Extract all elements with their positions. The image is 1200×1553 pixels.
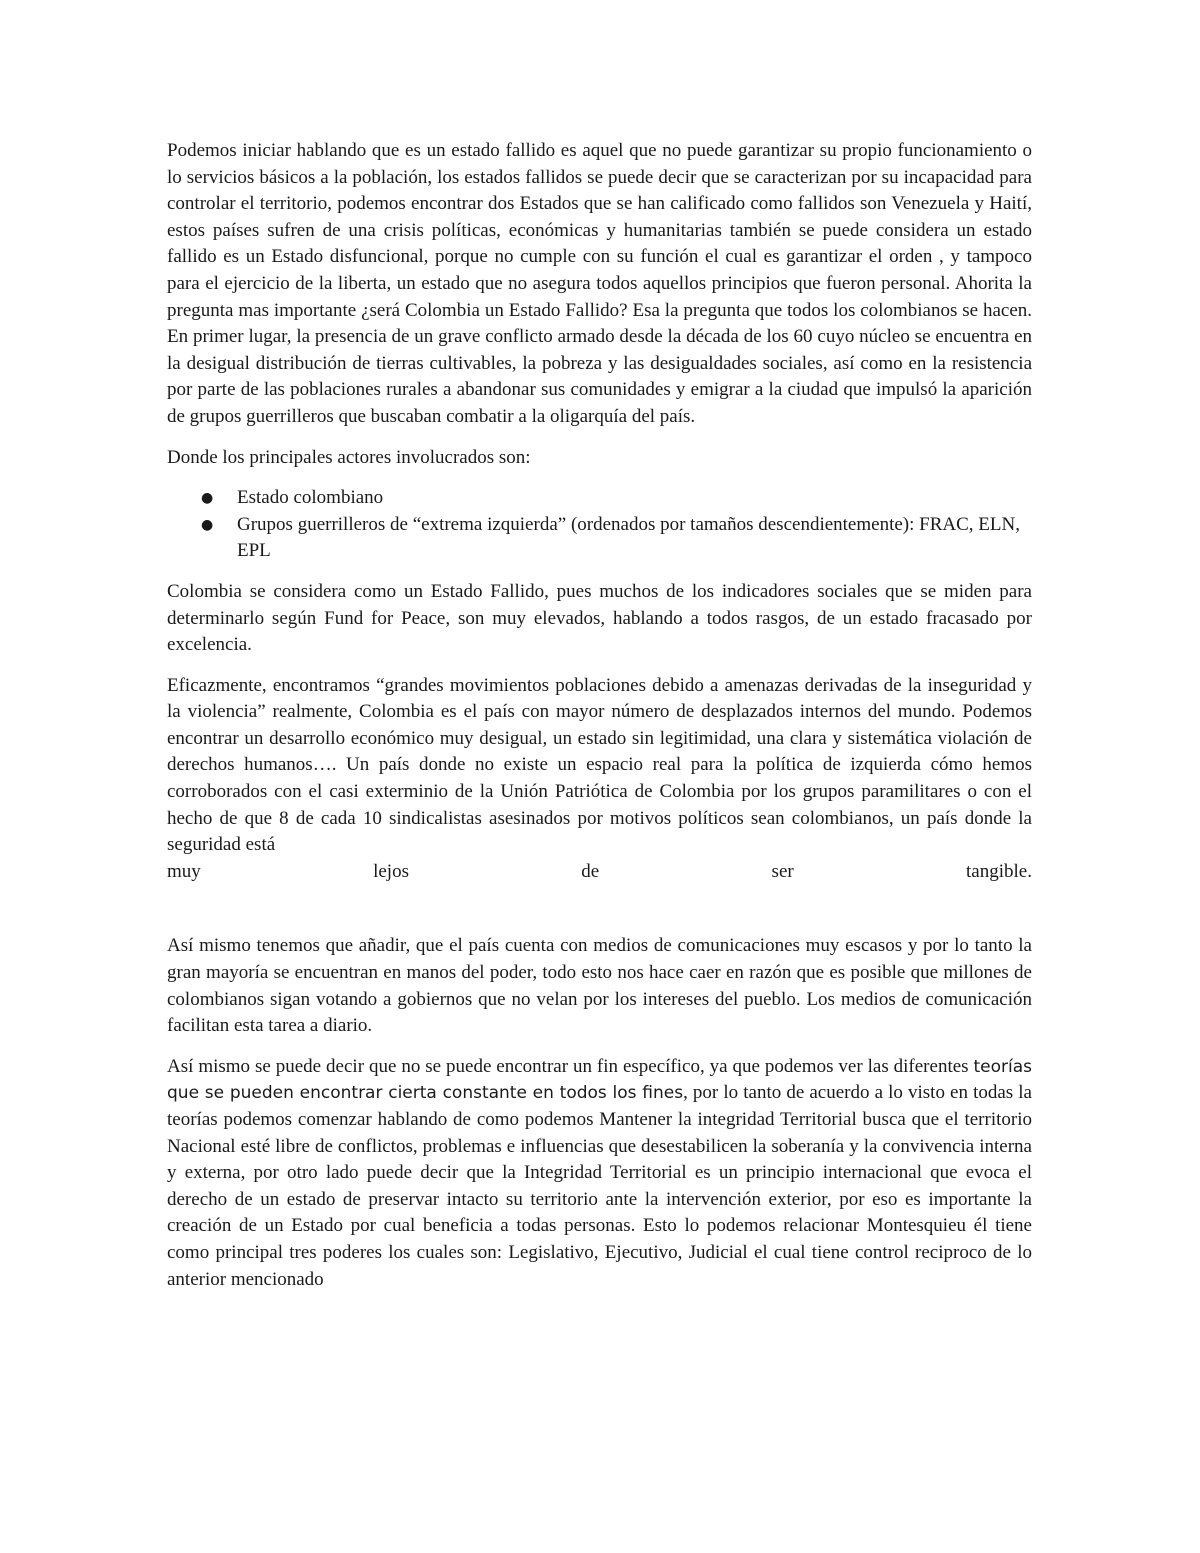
list-item-text: Estado colombiano [237, 487, 384, 509]
bullet-icon: ● [201, 490, 214, 507]
word: de [581, 860, 600, 882]
paragraph-displacement: Eficazmente, encontramos “grandes movimientos poblaciones debido a amenazas derivadas de la inseguridad y la violencia” realmente, Colombia es el país con mayor número de desplazados internos del mundo. Podemos encontrar un desarrollo económico muy desigual, un estado sin legitimidad, una clara y sistemática violación de derechos humanos…. Un país donde no existe un espacio real para la política de izquierda cómo hemos corroborados con el casi exterminio de la Unión Patriótica de Colombia por los grupos paramilitares o con el hecho de que 8 de cada 10 sindicalistas asesinados por motivos políticos sean colombianos, un país donde la seguridad está [167, 674, 1032, 856]
paragraph-displacement-last-line [167, 859, 1032, 886]
blank-line [167, 899, 1032, 933]
list-item-text: Grupos guerrilleros de “extrema izquierda” (ordenados por tamaños descendientemente): FRAC, ELN, EPL [237, 513, 1020, 562]
paragraph-territorial-integrity [167, 1054, 1032, 1293]
list-item [167, 485, 1032, 512]
paragraph-media: Así mismo tenemos que añadir, que el país cuenta con medios de comunicaciones muy escasos y por lo tanto la gran mayoría se encuentran en manos del poder, todo esto nos hace caer en razón que es posible que millones de colombianos sigan votando a gobiernos que no velan por los intereses del pueblo. Los medios de comunicación facilitan esta tarea a diario. [167, 935, 1032, 1037]
word: tangible. [966, 860, 1032, 882]
list-item [167, 512, 1032, 565]
word: muy [167, 860, 201, 882]
text-run-sans: teorías que se pueden encontrar cierta constante en todos los fines [167, 1056, 1032, 1104]
word: ser [771, 860, 794, 882]
bullet-icon: ● [201, 516, 214, 533]
actors-list [167, 485, 1032, 565]
document-page [167, 138, 1032, 1307]
paragraph-failed-state: Colombia se considera como un Estado Fallido, pues muchos de los indicadores sociales que se miden para determinarlo según Fund for Peace, son muy elevados, hablando a todos rasgos, de un estado fracasado por excelencia. [167, 580, 1032, 656]
paragraph-actors-intro: Donde los principales actores involucrados son: [167, 446, 531, 468]
text-run: Así mismo se puede decir que no se puede encontrar un fin específico, ya que podemos ver las diferentes [167, 1055, 974, 1077]
paragraph-intro: Podemos iniciar hablando que es un estado fallido es aquel que no puede garantizar su propio funcionamiento o lo servicios básicos a la población, los estados fallidos se puede decir que se caracterizan por su incapacidad para controlar el territorio, podemos encontrar dos Estados que se han calificado como fallidos son Venezuela y Haití, estos países sufren de una crisis políticas, económicas y humanitarias también se puede considera un estado fallido es un Estado disfuncional, porque no cumple con su función el cual es garantizar el orden , y tampoco para el ejercicio de la liberta, un estado que no asegura todos aquellos principios que fueron personal. Ahorita la pregunta mas importante ¿será Colombia un Estado Fallido? Esa la pregunta que todos los colombianos se hacen. En primer lugar, la presencia de un grave conflicto armado desde la década de los 60 cuyo núcleo se encuentra en la desigual distribución de tierras cultivables, la pobreza y las desigualdades sociales, así como en la resistencia por parte de las poblaciones rurales a abandonar sus comunidades y emigrar a la ciudad que impulsó la aparición de grupos guerrilleros que buscaban combatir a la oligarquía del país. [167, 140, 1032, 427]
text-run: , por lo tanto de acuerdo a lo visto en todas la teorías podemos comenzar hablando de como podemos Mantener la integridad Territorial busca que el territorio Nacional esté libre de conflictos, problemas e influencias que desestabilicen la soberanía y la convivencia interna y externa, por otro lado puede decir que la Integridad Territorial es un principio internacional que evoca el derecho de un estado de preservar intacto su territorio ante la intervención exterior, por eso es importante la creación de un Estado por cual beneficia a todas personas. Esto lo podemos relacionar Montesquieu él tiene como principal tres poderes los cuales son: Legislativo, Ejecutivo, Judicial el cual tiene control reciproco de lo anterior mencionado [167, 1082, 1032, 1290]
word: lejos [373, 860, 409, 882]
